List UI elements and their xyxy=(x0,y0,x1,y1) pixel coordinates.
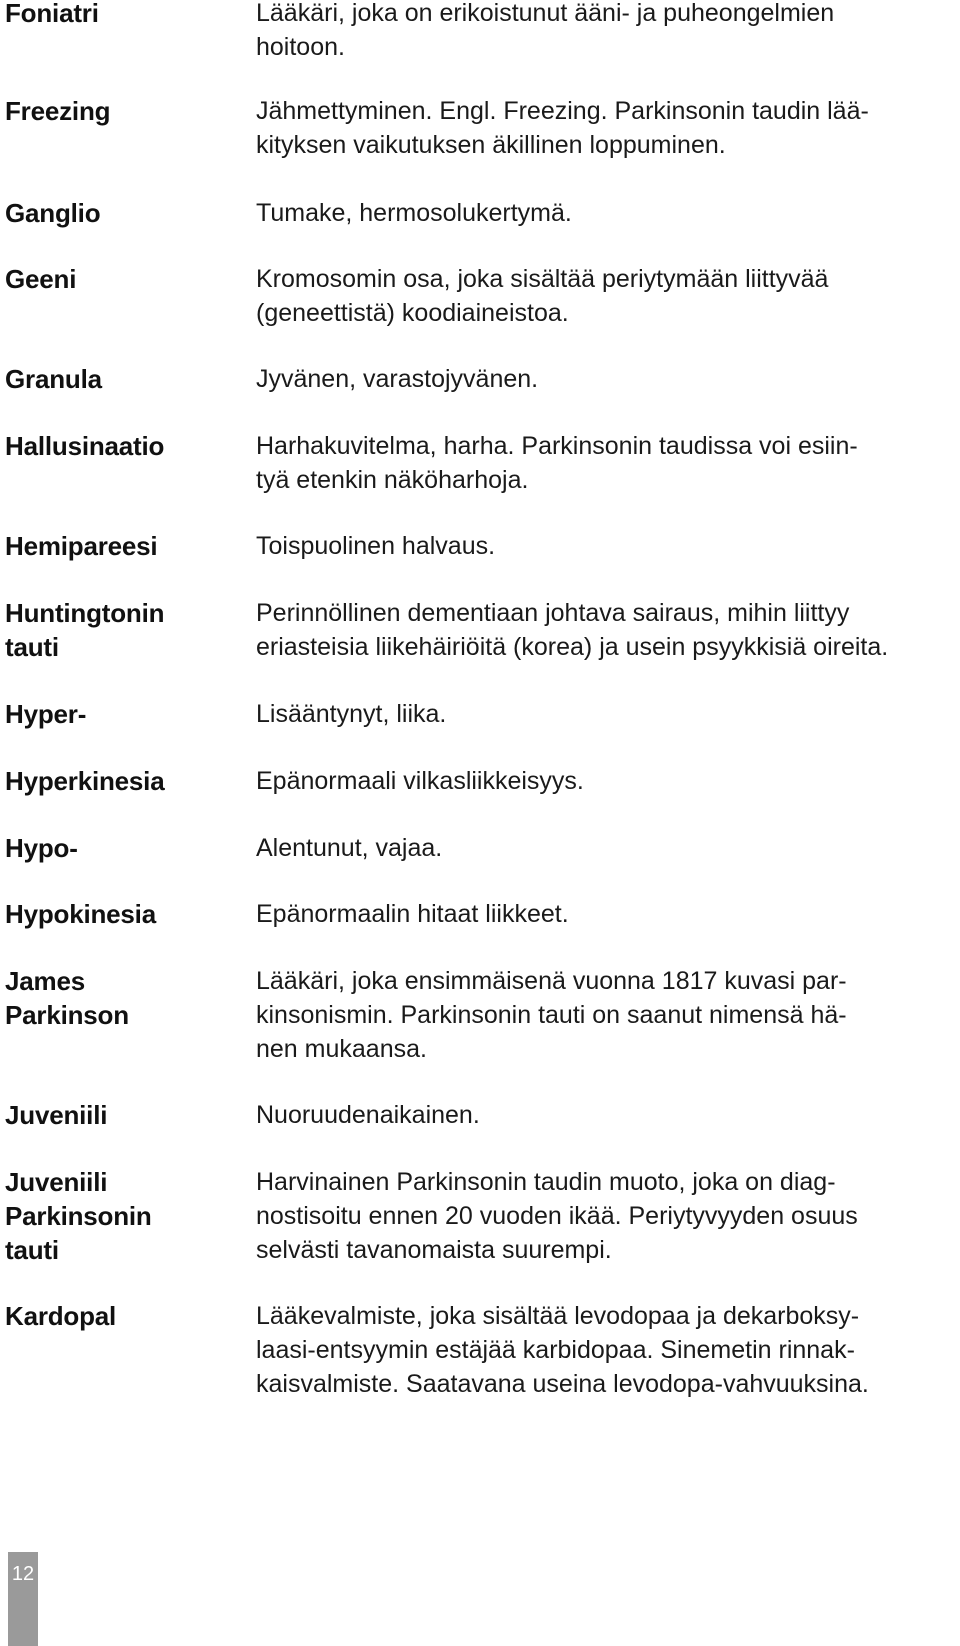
glossary-term: Ganglio xyxy=(5,198,101,228)
glossary-term: Hypo- xyxy=(5,833,78,863)
glossary-definition: Jyvänen, varastojyvänen. xyxy=(256,365,539,393)
glossary-definition: Toispuolinen halvaus. xyxy=(256,532,496,560)
glossary-definition: Lääkevalmiste, joka sisältää levodopaa ja dekarboksy- laasi-entsyymin estäjää karbidopaa. Sinemetin rinnak- kaisvalmiste. Saatavana useina levodopa-vahvuuksina. xyxy=(256,1302,869,1398)
glossary-term: Juveniili Parkinsonin tauti xyxy=(5,1167,152,1265)
glossary-term: Kardopal xyxy=(5,1301,117,1331)
page-number-tab xyxy=(8,1552,38,1646)
glossary-definition: Nuoruudenaikainen. xyxy=(256,1101,480,1129)
glossary-definition: Lääkäri, joka ensimmäisenä vuonna 1817 kuvasi par- kinsonismin. Parkinsonin tauti on saanut nimensä hä- nen mukaansa. xyxy=(256,967,847,1063)
glossary-term: Hypokinesia xyxy=(5,899,156,929)
glossary-definition: Alentunut, vajaa. xyxy=(256,834,443,862)
glossary-term: Hyperkinesia xyxy=(5,766,165,796)
glossary-term: Geeni xyxy=(5,264,77,294)
glossary-definition: Lisääntynyt, liika. xyxy=(256,700,447,728)
glossary-definition: Harhakuvitelma, harha. Parkinsonin taudissa voi esiin- tyä etenkin näköharhoja. xyxy=(256,432,858,494)
glossary-term: Huntingtonin tauti xyxy=(5,598,165,662)
glossary-definition: Tumake, hermosolukertymä. xyxy=(256,199,572,227)
glossary-term: Hallusinaatio xyxy=(5,431,165,461)
glossary-term: Hemipareesi xyxy=(5,531,158,561)
glossary-definition: Lääkäri, joka on erikoistunut ääni- ja puheongelmien hoitoon. xyxy=(256,0,835,61)
glossary-definition: Harvinainen Parkinsonin taudin muoto, joka on diag- nostisoitu ennen 20 vuoden ikää. Periytyvyyden osuus selvästi tavanomaista suurempi. xyxy=(256,1168,858,1264)
glossary-term: Hyper- xyxy=(5,699,87,729)
glossary-term: Juveniili xyxy=(5,1100,108,1130)
glossary-term: Freezing xyxy=(5,96,111,126)
glossary-term: Granula xyxy=(5,364,102,394)
glossary-definition: Epänormaali vilkasliikkeisyys. xyxy=(256,767,584,795)
glossary-definition: Epänormaalin hitaat liikkeet. xyxy=(256,900,569,928)
glossary-term: Foniatri xyxy=(5,0,99,28)
glossary-definition: Kromosomin osa, joka sisältää periytymään liittyvää (geneettistä) koodiaineistoa. xyxy=(256,265,829,327)
glossary-definition: Perinnöllinen dementiaan johtava sairaus, mihin liittyy eriasteisia liikehäiriöitä (korea) ja usein psyykkisiä oireita. xyxy=(256,599,889,661)
page-number: 12 xyxy=(11,1563,35,1585)
glossary-term: James Parkinson xyxy=(5,966,129,1030)
glossary-definition: Jähmettyminen. Engl. Freezing. Parkinsonin taudin lää- kityksen vaikutuksen äkillinen loppuminen. xyxy=(256,97,869,159)
